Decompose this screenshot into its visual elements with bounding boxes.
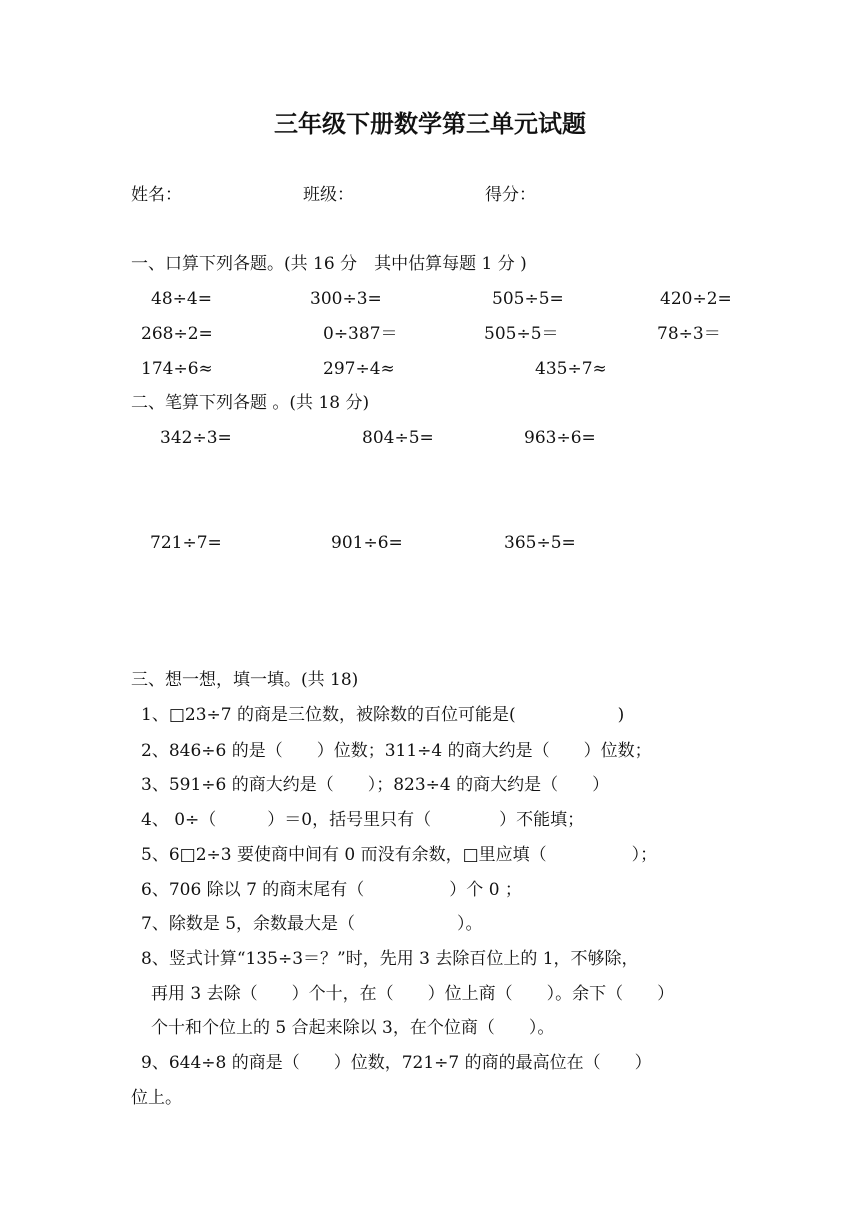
mental-math-problem: 420÷2= <box>660 289 732 309</box>
section3-heading: 三、想一想，填一填。(共 18) <box>131 670 359 690</box>
mental-math-problem: 300÷3= <box>310 289 382 309</box>
written-calc-problem: 901÷6= <box>331 533 403 553</box>
class-label: 班级： <box>303 185 354 205</box>
mental-math-problem: 78÷3＝ <box>657 324 721 344</box>
written-calc-problem: 963÷6= <box>524 428 596 448</box>
mental-math-problem: 505÷5＝ <box>484 324 559 344</box>
mental-math-problem: 48÷4= <box>151 289 212 309</box>
written-calc-problem: 721÷7= <box>150 533 222 553</box>
fill-blank-question: 8、竖式计算“135÷3＝？”时，先用 3 去除百位上的 1，不够除， <box>141 949 639 969</box>
name-label: 姓名： <box>131 185 182 205</box>
mental-math-problem: 505÷5= <box>492 289 564 309</box>
fill-blank-question-continued: 再用 3 去除（ ）个十，在（ ）位上商（ ）。余下（ ） <box>151 984 675 1004</box>
fill-blank-question: 7、除数是 5，余数最大是（ ）。 <box>141 914 483 934</box>
estimation-problem: 174÷6≈ <box>141 359 213 379</box>
section2-heading: 二、笔算下列各题 。(共 18 分) <box>131 393 370 413</box>
fill-blank-question: 3、591÷6 的商大约是（ ）；823÷4 的商大约是（ ） <box>141 775 610 795</box>
written-calc-problem: 342÷3= <box>160 428 232 448</box>
fill-blank-question: 6、706 除以 7 的商末尾有（ ）个 0 ； <box>141 880 522 900</box>
fill-blank-question-continued: 位上。 <box>131 1088 182 1108</box>
score-label: 得分： <box>485 185 536 205</box>
mental-math-problem: 0÷387＝ <box>323 324 398 344</box>
fill-blank-question: 9、644÷8 的商是（ ）位数，721÷7 的商的最高位在（ ） <box>141 1053 652 1073</box>
page-title: 三年级下册数学第三单元试题 <box>274 109 586 138</box>
estimation-problem: 435÷7≈ <box>535 359 607 379</box>
section1-heading: 一、口算下列各题。(共 16 分 其中估算每题 1 分 ) <box>131 254 527 274</box>
fill-blank-question: 4、 0÷（ ）＝0，括号里只有（ ）不能填； <box>141 810 585 830</box>
fill-blank-question: 5、6□2÷3 要使商中间有 0 而没有余数，□里应填（ ）； <box>141 845 658 865</box>
mental-math-problem: 268÷2= <box>141 324 213 344</box>
fill-blank-question: 2、846÷6 的是（ ）位数；311÷4 的商大约是（ ）位数； <box>141 741 652 761</box>
fill-blank-question-continued: 个十和个位上的 5 合起来除以 3，在个位商（ ）。 <box>151 1018 555 1038</box>
written-calc-problem: 365÷5= <box>504 533 576 553</box>
estimation-problem: 297÷4≈ <box>323 359 395 379</box>
fill-blank-question: 1、□23÷7 的商是三位数，被除数的百位可能是( ) <box>141 705 625 725</box>
written-calc-problem: 804÷5= <box>362 428 434 448</box>
